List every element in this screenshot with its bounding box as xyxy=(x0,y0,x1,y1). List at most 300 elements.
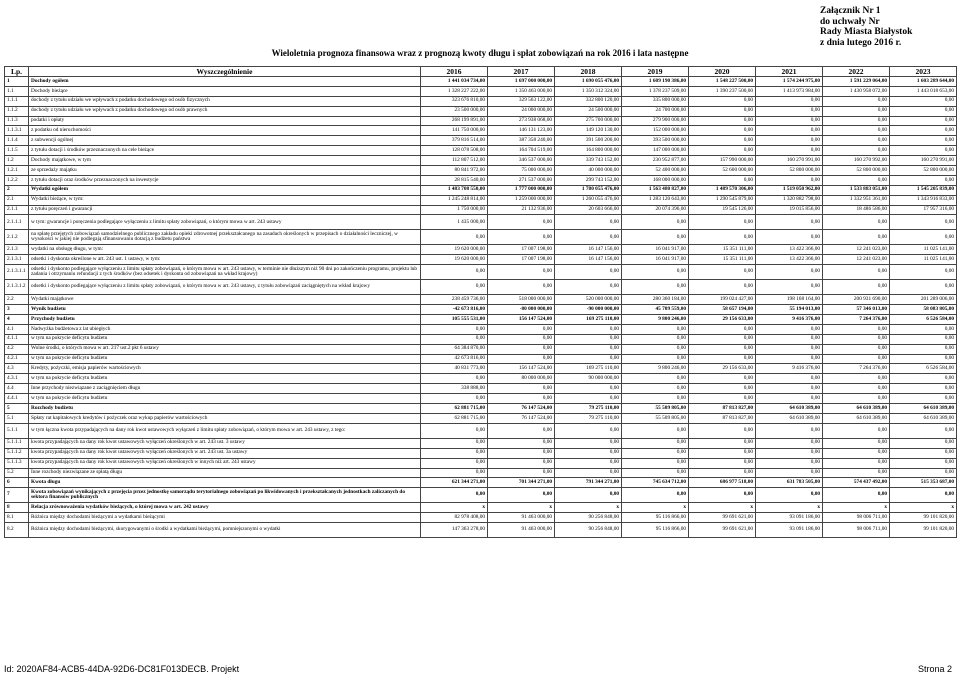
row-description: kwota przypadających na dany rok kwot ustawowych wyłączeń określonych w art. 243 ust. 3 ustawy xyxy=(29,438,421,448)
row-description: z tytułu dotacji oraz środków przeznaczonych na inwestycje xyxy=(29,175,421,185)
row-lp: 2.1.3.1.2 xyxy=(5,280,29,295)
row-description: kwota przypadających na dany rok kwot ustawowych wyłączeń określonych w innych niż art. 243 ustawy xyxy=(29,458,421,468)
row-description: w tym łączna kwota przypadających na dany rok kwot ustawowych wyłączeń z limitu spłaty zobowiązań, o którym mowa w art. 243 ustawy, z tego: xyxy=(29,423,421,438)
row-lp: 2.1.2 xyxy=(5,230,29,245)
row-value: 149 120 130,00 xyxy=(555,126,622,136)
row-value: 7 264 376,00 xyxy=(823,364,890,374)
table-row xyxy=(5,523,957,538)
row-value: 0,00 xyxy=(890,334,957,344)
row-value: 0,00 xyxy=(823,126,890,136)
row-value: 87 813 827,00 xyxy=(689,404,756,414)
row-value: 99 101 820,00 xyxy=(890,513,957,523)
row-value: 1 328 227 222,00 xyxy=(421,86,488,96)
table-body xyxy=(5,77,957,538)
row-value: 0,00 xyxy=(823,354,890,364)
row-value: 0,00 xyxy=(823,324,890,334)
row-value: 0,00 xyxy=(421,448,488,458)
table-row xyxy=(5,86,957,96)
row-lp: 5.1.1.3 xyxy=(5,458,29,468)
row-description: odsetki i dyskonto podlegające wyłączeniu z limitu spłaty zobowiązań, o którym mowa w art. 243 ustawy, z tytułu zobowiązań zaciągniętych na wkład krajowy xyxy=(29,280,421,295)
row-value: 0,00 xyxy=(488,344,555,354)
table-row xyxy=(5,394,957,404)
row-value: 80 000 000,00 xyxy=(488,374,555,384)
row-value: 0,00 xyxy=(622,215,689,230)
row-value: 91 463 000,00 xyxy=(488,513,555,523)
row-value: 79 275 110,00 xyxy=(555,404,622,414)
row-lp: 1.1.3 xyxy=(5,116,29,126)
row-value: 0,00 xyxy=(421,324,488,334)
row-value: 0,00 xyxy=(488,458,555,468)
row-value: 95 116 866,00 xyxy=(622,513,689,523)
row-value: 0,00 xyxy=(421,394,488,404)
row-lp: 1.1 xyxy=(5,86,29,96)
row-value: 1 283 120 643,00 xyxy=(622,195,689,205)
row-value: 0,00 xyxy=(689,106,756,116)
row-description: Kwota długu xyxy=(29,478,421,488)
row-description: Rozchody budżetu xyxy=(29,404,421,414)
row-value: 1 483 708 550,00 xyxy=(421,185,488,195)
row-value: 0,00 xyxy=(823,384,890,394)
row-value: 1 489 570 306,00 xyxy=(689,185,756,195)
row-value: 0,00 xyxy=(555,468,622,478)
row-value: 76 147 524,00 xyxy=(488,404,555,414)
row-lp: 2.1.1 xyxy=(5,205,29,215)
row-value: 1 290 545 879,00 xyxy=(689,195,756,205)
row-value: 0,00 xyxy=(890,438,957,448)
header-year-2022: 2022 xyxy=(823,67,890,77)
row-value: 64 610 389,00 xyxy=(756,413,823,423)
row-lp: 5.1.1.2 xyxy=(5,448,29,458)
row-value: 0,00 xyxy=(555,344,622,354)
row-value: 0,00 xyxy=(890,126,957,136)
row-description: Nadwyżka budżetowa z lat ubiegłych xyxy=(29,324,421,334)
table-row xyxy=(5,166,957,176)
row-lp: 7 xyxy=(5,488,29,503)
row-value: 0,00 xyxy=(756,106,823,116)
row-value: 0,00 xyxy=(488,423,555,438)
row-value: 0,00 xyxy=(756,438,823,448)
row-value: 0,00 xyxy=(756,136,823,146)
row-value: 0,00 xyxy=(756,265,823,280)
row-value: 90 256 848,00 xyxy=(555,513,622,523)
table-row xyxy=(5,344,957,354)
row-value: 42 673 816,00 xyxy=(421,354,488,364)
row-description: Inne rozchody niezwiązane ze spłatą długu xyxy=(29,468,421,478)
row-value: 279 900 000,00 xyxy=(622,116,689,126)
row-value: 1 574 244 975,00 xyxy=(756,77,823,87)
row-value: 64 610 389,00 xyxy=(823,413,890,423)
row-description: odsetki i dyskonto podlegające wyłączeniu z limitu spłaty zobowiązań, o którym mowa w art. 243 ustawy, w terminie nie dłuższym niż 90 dni po zakończeniu programu, projektu lub zadania i otrzymaniu refundacji z tych środków (bez odsetek i dyskonta od zobowiązań na wkład krajowy) xyxy=(29,265,421,280)
row-value: 0,00 xyxy=(823,488,890,503)
row-value: 13 422 366,00 xyxy=(756,255,823,265)
row-value: 0,00 xyxy=(622,354,689,364)
row-value: 0,00 xyxy=(823,136,890,146)
row-value: 98 006 711,00 xyxy=(823,523,890,538)
row-value: 0,00 xyxy=(890,468,957,478)
table-row xyxy=(5,255,957,265)
table-header-row xyxy=(5,67,957,77)
row-value: 0,00 xyxy=(756,468,823,478)
row-description: z tytułu poręczeń i gwarancji xyxy=(29,205,421,215)
row-value: 0,00 xyxy=(823,116,890,126)
row-value: 146 131 123,00 xyxy=(488,126,555,136)
annex-line-2: do uchwały Nr xyxy=(820,16,880,27)
row-value: 0,00 xyxy=(689,468,756,478)
row-lp: 5 xyxy=(5,404,29,414)
row-value: 0,00 xyxy=(756,96,823,106)
row-value: 379 816 514,00 xyxy=(421,136,488,146)
row-lp: 1.1.3.1 xyxy=(5,126,29,136)
table-row xyxy=(5,354,957,364)
row-value: 58 083 805,00 xyxy=(890,305,957,315)
row-value: 0,00 xyxy=(689,448,756,458)
row-value: 99 691 621,00 xyxy=(689,513,756,523)
row-value: 112 807 512,00 xyxy=(421,156,488,166)
row-value: 160 270 992,00 xyxy=(823,156,890,166)
row-value: 0,00 xyxy=(689,215,756,230)
row-description: podatki i opłaty xyxy=(29,116,421,126)
row-value: 45 709 559,00 xyxy=(622,305,689,315)
row-description: Przychody budżetu xyxy=(29,315,421,325)
row-value: 0,00 xyxy=(890,116,957,126)
document-title: Wieloletnia prognoza finansowa wraz z prognozą kwoty długu i spłat zobowiązań na rok 2016 i lata następne xyxy=(271,48,689,58)
table-row xyxy=(5,413,957,423)
row-value: 1 435 000,00 xyxy=(421,215,488,230)
row-value: 0,00 xyxy=(756,384,823,394)
row-value: 0,00 xyxy=(555,488,622,503)
row-description: Wynik budżetu xyxy=(29,305,421,315)
row-value: 0,00 xyxy=(421,334,488,344)
row-value: 0,00 xyxy=(488,394,555,404)
row-value: 621 344 271,00 xyxy=(421,478,488,488)
table-row xyxy=(5,77,957,87)
row-value: 0,00 xyxy=(622,265,689,280)
row-value: 128 078 508,00 xyxy=(421,146,488,156)
row-value: 0,00 xyxy=(890,106,957,116)
table-row xyxy=(5,503,957,513)
row-description: kwota przypadających na dany rok kwot ustawowych wyłączeń określonych w art. 243 ust. 3a ustawy xyxy=(29,448,421,458)
row-value: 0,00 xyxy=(622,458,689,468)
row-value: 332 800 120,00 xyxy=(555,96,622,106)
row-value: 0,00 xyxy=(622,438,689,448)
row-value: 156 147 524,00 xyxy=(488,315,555,325)
row-lp: 1.2.1 xyxy=(5,166,29,176)
row-value: 160 270 991,00 xyxy=(756,156,823,166)
row-value: 0,00 xyxy=(488,230,555,245)
row-value: x xyxy=(555,503,622,513)
row-value: 91 463 000,00 xyxy=(488,523,555,538)
row-value: 0,00 xyxy=(890,280,957,295)
row-value: 1 413 973 984,00 xyxy=(756,86,823,96)
row-description: w tym na pokrycie deficytu budżetu xyxy=(29,394,421,404)
row-description: wydatki na obsługę długu, w tym: xyxy=(29,245,421,255)
row-value: 393 500 000,00 xyxy=(622,136,689,146)
row-description: dochody z tytułu udziału we wpływach z podatku dochodowego od osób fizycznych xyxy=(29,96,421,106)
row-value: 0,00 xyxy=(890,136,957,146)
row-value: 0,00 xyxy=(622,324,689,334)
header-year-2020: 2020 xyxy=(689,67,756,77)
row-value: 0,00 xyxy=(421,230,488,245)
row-description: w tym na pokrycie deficytu budżetu xyxy=(29,354,421,364)
row-value: 0,00 xyxy=(756,146,823,156)
row-value: 745 634 712,00 xyxy=(622,478,689,488)
row-value: 93 091 186,00 xyxy=(756,513,823,523)
row-value: 0,00 xyxy=(890,230,957,245)
row-lp: 1.2 xyxy=(5,156,29,166)
row-value: 0,00 xyxy=(823,265,890,280)
row-value: x xyxy=(488,503,555,513)
row-value: 1 609 190 386,00 xyxy=(622,77,689,87)
row-lp: 1.1.4 xyxy=(5,136,29,146)
table-row xyxy=(5,280,957,295)
table-row xyxy=(5,448,957,458)
row-description: Różnica między dochodami bieżącymi, skorygowanymi o środki a wydatkami bieżącymi, pomniejszonymi o wydatki xyxy=(29,523,421,538)
row-value: 1 603 289 644,00 xyxy=(890,77,957,87)
row-value: 0,00 xyxy=(756,175,823,185)
row-value: 0,00 xyxy=(622,423,689,438)
header-year-2017: 2017 xyxy=(488,67,555,77)
row-value: 19 545 126,00 xyxy=(689,205,756,215)
row-description: Wolne środki, o których mowa w art. 217 ust.2 pkt 6 ustawy xyxy=(29,344,421,354)
row-description: w tym na pokrycie deficytu budżetu xyxy=(29,374,421,384)
row-value: 0,00 xyxy=(689,354,756,364)
row-value: 64 610 389,00 xyxy=(890,413,957,423)
row-value: 0,00 xyxy=(488,265,555,280)
row-value: 335 800 000,00 xyxy=(622,96,689,106)
table-row xyxy=(5,458,957,468)
table-row xyxy=(5,438,957,448)
row-value: 152 000 000,00 xyxy=(622,126,689,136)
row-value: 0,00 xyxy=(421,488,488,503)
row-value: 791 344 271,00 xyxy=(555,478,622,488)
table-row xyxy=(5,106,957,116)
row-value: 0,00 xyxy=(555,458,622,468)
row-value: 198 168 164,00 xyxy=(756,295,823,305)
annex-header xyxy=(820,6,956,48)
row-value: 0,00 xyxy=(622,280,689,295)
row-value: 52 800 000,00 xyxy=(823,166,890,176)
row-value: 201 289 006,00 xyxy=(890,295,957,305)
row-value: 0,00 xyxy=(421,438,488,448)
row-value: 0,00 xyxy=(689,344,756,354)
table-row xyxy=(5,374,957,384)
table-row xyxy=(5,334,957,344)
row-value: 19 620 000,00 xyxy=(421,255,488,265)
row-value: 1 260 055 476,00 xyxy=(555,195,622,205)
row-value: 1 697 000 000,00 xyxy=(488,77,555,87)
row-value: 0,00 xyxy=(622,488,689,503)
row-value: 55 509 805,00 xyxy=(622,404,689,414)
row-value: 1 443 018 653,00 xyxy=(890,86,957,96)
row-value: 323 676 810,00 xyxy=(421,96,488,106)
row-value: 0,00 xyxy=(756,215,823,230)
header-description: Wyszczególnienie xyxy=(29,67,421,77)
row-value: 29 156 633,00 xyxy=(689,364,756,374)
table-row xyxy=(5,136,957,146)
table-row xyxy=(5,468,957,478)
table-row xyxy=(5,116,957,126)
row-value: 0,00 xyxy=(756,374,823,384)
row-value: 686 977 518,00 xyxy=(689,478,756,488)
annex-line-3: Rady Miasta Białystok xyxy=(820,27,913,37)
row-lp: 4.1.1 xyxy=(5,334,29,344)
row-lp: 1.1.2 xyxy=(5,106,29,116)
row-value: 0,00 xyxy=(890,448,957,458)
row-value: 0,00 xyxy=(756,126,823,136)
row-description: Inne przychody niezwiązane z zaciągnięciem długu xyxy=(29,384,421,394)
row-value: 147 000 000,00 xyxy=(622,146,689,156)
row-lp: 4.4 xyxy=(5,384,29,394)
row-description: Dochody bieżące xyxy=(29,86,421,96)
document-id: Id: 2020AF84-ACB5-44DA-92D6-DC81F013DECB. Projekt xyxy=(4,664,240,674)
row-value: 0,00 xyxy=(756,334,823,344)
row-value: 93 091 186,00 xyxy=(756,523,823,538)
row-value: 1 591 229 064,00 xyxy=(823,77,890,87)
row-lp: 1 xyxy=(5,77,29,87)
row-value: 0,00 xyxy=(823,230,890,245)
row-lp: 4.4.1 xyxy=(5,394,29,404)
table-row xyxy=(5,423,957,438)
row-description: Wydatki majątkowe xyxy=(29,295,421,305)
row-value: 0,00 xyxy=(890,265,957,280)
row-value: 7 264 376,00 xyxy=(823,315,890,325)
row-lp: 1.1.5 xyxy=(5,146,29,156)
table-row xyxy=(5,245,957,255)
table-row xyxy=(5,230,957,245)
row-value: 1 343 916 833,00 xyxy=(890,195,957,205)
row-value: 24 700 000,00 xyxy=(622,106,689,116)
row-value: 20 603 666,00 xyxy=(555,205,622,215)
row-value: 0,00 xyxy=(622,468,689,478)
row-value: 0,00 xyxy=(689,438,756,448)
row-value: 631 783 505,00 xyxy=(756,478,823,488)
row-value: 0,00 xyxy=(823,334,890,344)
row-value: 141 750 000,00 xyxy=(421,126,488,136)
row-value: 13 422 366,00 xyxy=(756,245,823,255)
row-value: x xyxy=(421,503,488,513)
row-value: 0,00 xyxy=(823,448,890,458)
row-lp: 2.1 xyxy=(5,195,29,205)
row-description: dochody z tytułu udziału we wpływach z podatku dochodowego od osób prawnych xyxy=(29,106,421,116)
row-value: 0,00 xyxy=(756,324,823,334)
row-value: 24 500 000,00 xyxy=(555,106,622,116)
row-value: 338 888,00 xyxy=(421,384,488,394)
row-lp: 2.1.1.1 xyxy=(5,215,29,230)
row-value: 1 545 205 839,00 xyxy=(890,185,957,195)
row-value: 299 743 152,00 xyxy=(555,175,622,185)
row-value: 1 533 883 051,00 xyxy=(823,185,890,195)
table-row xyxy=(5,195,957,205)
table-row xyxy=(5,488,957,503)
row-lp: 2.2 xyxy=(5,295,29,305)
row-value: 1 548 227 500,00 xyxy=(689,77,756,87)
row-value: 520 000 000,00 xyxy=(555,295,622,305)
row-value: 0,00 xyxy=(890,215,957,230)
row-value: x xyxy=(689,503,756,513)
row-value: 0,00 xyxy=(689,116,756,126)
row-value: 17 007 198,00 xyxy=(488,245,555,255)
row-lp: 2 xyxy=(5,185,29,195)
row-value: 0,00 xyxy=(823,175,890,185)
row-value: 164 800 000,00 xyxy=(555,146,622,156)
row-value: x xyxy=(823,503,890,513)
row-value: 0,00 xyxy=(890,488,957,503)
row-description: ze sprzedaży majątku xyxy=(29,166,421,176)
row-description: Różnica między dochodami bieżącymi a wydatkami bieżącymi xyxy=(29,513,421,523)
row-value: 0,00 xyxy=(823,96,890,106)
row-value: 0,00 xyxy=(890,324,957,334)
row-value: 0,00 xyxy=(488,468,555,478)
row-value: 0,00 xyxy=(488,215,555,230)
row-value: 0,00 xyxy=(756,458,823,468)
row-value: 6 526 584,00 xyxy=(890,315,957,325)
table-row xyxy=(5,185,957,195)
row-value: 1 441 034 734,00 xyxy=(421,77,488,87)
row-value: 28 815 540,00 xyxy=(421,175,488,185)
row-lp: 1.2.2 xyxy=(5,175,29,185)
row-value: 0,00 xyxy=(689,374,756,384)
row-value: 0,00 xyxy=(756,423,823,438)
row-value: 169 275 110,00 xyxy=(555,315,622,325)
row-value: 1 780 055 476,00 xyxy=(555,185,622,195)
row-lp: 8.2 xyxy=(5,523,29,538)
row-value: 280 360 184,00 xyxy=(622,295,689,305)
row-value: 0,00 xyxy=(555,384,622,394)
row-value: 99 101 820,00 xyxy=(890,523,957,538)
row-value: 15 351 111,00 xyxy=(689,255,756,265)
row-lp: 8.1 xyxy=(5,513,29,523)
row-value: 24 000 000,00 xyxy=(488,106,555,116)
row-value: 9 800 246,00 xyxy=(622,315,689,325)
row-value: 0,00 xyxy=(756,488,823,503)
row-value: 98 006 711,00 xyxy=(823,513,890,523)
table-row xyxy=(5,215,957,230)
row-value: 0,00 xyxy=(890,96,957,106)
row-value: 19 620 000,00 xyxy=(421,245,488,255)
row-value: 40 831 773,00 xyxy=(421,364,488,374)
row-value: 0,00 xyxy=(890,344,957,354)
table-row xyxy=(5,404,957,414)
row-lp: 8 xyxy=(5,503,29,513)
row-value: 0,00 xyxy=(689,334,756,344)
row-description: Kredyty, pożyczki, emisja papierów wartościowych xyxy=(29,364,421,374)
row-description: Spłaty rat kapitałowych kredytów i pożyczek oraz wykup papierów wartościowych xyxy=(29,413,421,423)
row-description: Wydatki bieżące, w tym: xyxy=(29,195,421,205)
table-row xyxy=(5,295,957,305)
row-description: Kwota zobowiązań wynikających z przejęcia przez jednostkę samorządu terytorialnego zobowiązań po likwidowanych i przekształcanych jednostkach zaliczanych do sektora finansów publicznych xyxy=(29,488,421,503)
row-value: 0,00 xyxy=(488,438,555,448)
row-value: 199 024 427,00 xyxy=(689,295,756,305)
row-value: 0,00 xyxy=(689,384,756,394)
table-row xyxy=(5,315,957,325)
row-value: 0,00 xyxy=(689,324,756,334)
row-value: 90 256 848,00 xyxy=(555,523,622,538)
row-value: 238 459 736,00 xyxy=(421,295,488,305)
row-value: 87 813 827,00 xyxy=(689,413,756,423)
row-lp: 5.1.1.1 xyxy=(5,438,29,448)
row-value: 0,00 xyxy=(555,334,622,344)
row-value: 1 259 000 000,00 xyxy=(488,195,555,205)
row-value: 0,00 xyxy=(756,448,823,458)
row-value: 0,00 xyxy=(756,280,823,295)
table-row xyxy=(5,384,957,394)
row-value: 0,00 xyxy=(488,334,555,344)
row-value: 0,00 xyxy=(823,344,890,354)
row-value: x xyxy=(622,503,689,513)
row-value: 0,00 xyxy=(488,324,555,334)
table-row xyxy=(5,205,957,215)
row-value: 0,00 xyxy=(555,230,622,245)
